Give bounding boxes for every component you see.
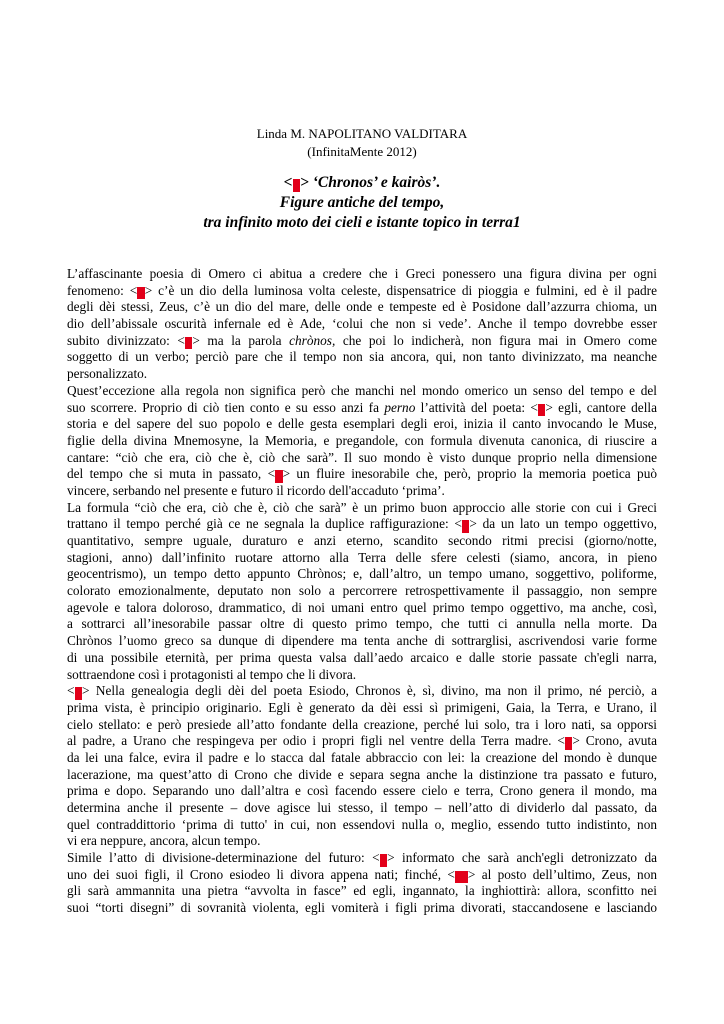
text-line bbox=[67, 500, 657, 517]
footnote-marker[interactable]: 2 bbox=[138, 286, 144, 299]
text-line bbox=[67, 650, 657, 667]
text-line bbox=[67, 817, 657, 834]
text-run: stagioni, anno) dall’infinito ruotare attorno alla Terra delle sfere celesti (siamo, ancora, in pieno bbox=[67, 549, 657, 565]
text-run: > ma la parola bbox=[192, 332, 290, 348]
text-line bbox=[67, 633, 657, 650]
footnote-marker[interactable]: 1 bbox=[293, 179, 300, 191]
text-run: al padre, a Urano che respingeva per odio i propri figli nel ventre della Terra madre. < bbox=[67, 733, 565, 749]
text-run: Quest’eccezione alla regola non significa però che manchi nel mondo omerico un senso del tempo e del bbox=[67, 382, 657, 398]
text-run: agevole e talora doloroso, drammatico, di noi umani entro quel primo tempo oggettivo, ma anche, così, bbox=[67, 599, 657, 615]
footnote-marker[interactable]: 4 bbox=[538, 403, 545, 416]
text-run: geocentrismo), un tempo detto appunto Chrònos; e, dall’altro, un tempo umano, soggettivo, poliforme, bbox=[67, 566, 657, 582]
text-run: > da un lato un tempo oggettivo, bbox=[469, 516, 657, 532]
text-run: subito divinizzato: < bbox=[67, 332, 185, 348]
text-line bbox=[67, 550, 657, 567]
title-line-2: Figure antiche del tempo, bbox=[279, 194, 445, 211]
text-line bbox=[67, 750, 657, 767]
text-run: < bbox=[67, 683, 75, 699]
text-run: > Crono, avuta bbox=[572, 733, 657, 749]
text-run: personalizzato. bbox=[67, 366, 148, 382]
text-line bbox=[67, 717, 657, 734]
text-line bbox=[67, 266, 657, 283]
title-line-3: tra infinito moto dei cieli e istante topico in terra1 bbox=[203, 214, 521, 231]
source-note: (InfinitaMente 2012) bbox=[307, 144, 417, 159]
text-run: > un fluire inesorabile che, però, proprio la memoria poetica può bbox=[282, 466, 657, 482]
text-run: colorato emozionalmente, deputato non solo a percorrere retrospettivamente il passaggio, non sempre bbox=[67, 583, 657, 599]
document-title bbox=[0, 173, 724, 233]
text-run: prima vista, è principio originario. Egli è generato da dèi essi sì primigeni, Gaia, la Terra, e Urano, il bbox=[67, 699, 657, 715]
text-line bbox=[67, 349, 657, 366]
text-run: > Nella genealogia degli dèi del poeta Esiodo, Chronos è, sì, divino, ma non il primo, né perciò, a bbox=[82, 683, 657, 699]
text-run: determina anche il presente – dove agisce lui stesso, il tempo – nell’atto di dividerlo dal passato, da bbox=[67, 800, 657, 815]
text-run: gli sarà ammannita una pietra “avvolta in fasce” ed egli, ingannato, la inghiottirà: allora, sconfitto nei bbox=[67, 883, 657, 899]
text-line bbox=[67, 333, 657, 350]
footnote-marker[interactable]: 3 bbox=[185, 336, 192, 349]
text-run: > c’è un dio della luminosa volta celeste, dispensatrice di pioggia e fulmini, ed è il padre bbox=[144, 282, 657, 298]
text-run: quel contraddittorio ‘prima di tutto' in cui, non essendovi nulla o, meglio, essendo tutto indistinto, non bbox=[67, 816, 657, 832]
text-run: degli dèi stessi, Zeus, c’è un dio del mare, delle onde e tempeste ed è Posidone dall’azzurra chioma, un bbox=[67, 299, 657, 315]
text-line bbox=[67, 400, 657, 417]
text-line bbox=[67, 450, 657, 467]
text-run: > al posto dell’ultimo, Zeus, non bbox=[467, 866, 657, 882]
text-run: vincere, serbando nel presente e futuro il ricordo dell'accaduto ‘prima’. bbox=[67, 482, 445, 498]
text-run: figlie della divina Mnemosyne, la Memoria, e pregandole, con formula divenuta canonica, di riuscire a bbox=[67, 432, 657, 448]
text-line bbox=[67, 800, 657, 817]
text-run: > informato che sarà anch'egli detronizzato da bbox=[387, 850, 657, 866]
text-run: l’attività del poeta: < bbox=[415, 399, 538, 415]
text-run: a sottrarci all’inesorabile passar oltre di questo primo tempo, che tutti ci annulla nella morte. Da bbox=[67, 616, 657, 632]
text-run: storia e del sapere del suo popolo e delle gesta esemplari degli eroi, inizia il canto invocando le Muse, bbox=[67, 416, 657, 432]
text-run: quantitativo, sempre uguale, duraturo e anzi eterno, scandito secondo ritmi precisi (giorno/notte, bbox=[67, 533, 657, 548]
text-line bbox=[67, 783, 657, 800]
text-line bbox=[67, 700, 657, 717]
text-run: L’affascinante poesia di Omero ci abitua a credere che i Greci ponessero una figura divina per ogni bbox=[67, 266, 657, 281]
text-line bbox=[67, 516, 657, 533]
text-run: da lei una falce, evira il padre e lo stacca dal fatale abbraccio con lei: la creazione del mondo è dunque bbox=[67, 749, 657, 765]
text-line bbox=[67, 383, 657, 400]
text-line bbox=[67, 600, 657, 617]
text-run: trattano il tempo perché già ce ne segnala la duplice raffigurazione: < bbox=[67, 516, 462, 532]
title-line-1: <1> ‘Chronos’ e kairòs’. bbox=[283, 174, 441, 191]
body-text bbox=[67, 266, 657, 917]
text-line bbox=[67, 416, 657, 433]
footnote-marker[interactable]: 6 bbox=[462, 520, 469, 533]
italic-term: perno bbox=[384, 399, 416, 415]
text-line bbox=[67, 616, 657, 633]
text-line bbox=[67, 566, 657, 583]
footnote-marker[interactable]: 9 bbox=[380, 854, 387, 867]
text-run: uno dei suoi figli, il Crono esiodeo li divora appena nati; finché, < bbox=[67, 866, 455, 882]
text-run: > egli, cantore della bbox=[545, 399, 657, 415]
text-line bbox=[67, 867, 657, 884]
text-line bbox=[67, 533, 657, 550]
text-line bbox=[67, 283, 657, 300]
author-name: Linda M. NAPOLITANO VALDITARA bbox=[256, 126, 468, 141]
text-run: suo scorrere. Proprio di ciò tien conto e su esso anzi fa bbox=[67, 399, 385, 415]
text-run: dio dell’abissale oscurità infernale ed è Ade, ‘colui che non si vede’. Anche il tempo dovrebbe esser bbox=[67, 316, 657, 332]
text-line bbox=[67, 883, 657, 900]
text-line bbox=[67, 583, 657, 600]
italic-term: chrònos, bbox=[289, 332, 336, 348]
footnote-marker[interactable]: 7 bbox=[75, 687, 81, 700]
footnote-marker[interactable]: 5 bbox=[276, 470, 282, 483]
text-line bbox=[67, 767, 657, 784]
text-run: che poi lo indicherà, non figura mai in Omero come bbox=[335, 332, 657, 348]
text-line bbox=[67, 299, 657, 316]
footnote-marker[interactable]: 10 bbox=[455, 870, 467, 883]
text-run: del tempo che si muta in passato, < bbox=[67, 466, 276, 482]
text-line bbox=[67, 316, 657, 333]
text-run: soggetto di un verbo; perciò pare che il tempo non sia ancora, qui, non tanto divinizzato, ma neanche bbox=[67, 349, 657, 365]
text-line bbox=[67, 667, 657, 684]
text-run: cielo stellato: e però presiede all’atto fondante della creazione, perché lui solo, tra i loro nati, sa opporsi bbox=[67, 716, 657, 732]
text-run: suoi “torti disegni” di sovranità violenta, egli vomiterà i figli prima divorati, staccandosene e lasciando bbox=[67, 900, 657, 916]
text-run: Simile l’atto di divisione-determinazione del futuro: < bbox=[67, 850, 380, 866]
text-line bbox=[67, 483, 657, 500]
text-run: di una possibile eternità, per prima questa valsa dall’aedo arcaico e dalle storie passate ch'egli narra, bbox=[67, 649, 657, 665]
text-run: fenomeno: < bbox=[67, 282, 138, 298]
text-run: vi era neppure, ancora, alcun tempo. bbox=[67, 833, 261, 849]
text-run: La formula “ciò che era, ciò che è, ciò che sarà” è un primo buon approccio alle storie con cui i Greci bbox=[67, 499, 657, 515]
text-line bbox=[67, 733, 657, 750]
text-line bbox=[67, 466, 657, 483]
text-line bbox=[67, 900, 657, 917]
text-line bbox=[67, 433, 657, 450]
text-run: prima e dopo. Separando uno dall’altra e così facendo essere cielo e terra, Crono genera il mondo, ma bbox=[67, 783, 657, 799]
text-line bbox=[67, 366, 657, 383]
text-run: lacerazione, ma quest’atto di Crono che divide e separa segna anche la distinzione tra passato e futuro, bbox=[67, 766, 657, 782]
text-line bbox=[67, 833, 657, 850]
text-run: sottraendone così i protagonisti al tempo che li divora. bbox=[67, 666, 357, 682]
text-line bbox=[67, 683, 657, 700]
text-line bbox=[67, 850, 657, 867]
footnote-marker[interactable]: 8 bbox=[565, 737, 572, 750]
text-run: Chrònos l’uomo greco sa dunque di dipendere ma tenta anche di sottrarglisi, ascrivendosi varie forme bbox=[67, 633, 657, 649]
text-run: cantare: “ciò che era, ciò che è, ciò che sarà”. Il suo mondo è visto dunque proprio nella dimensione bbox=[67, 449, 657, 465]
